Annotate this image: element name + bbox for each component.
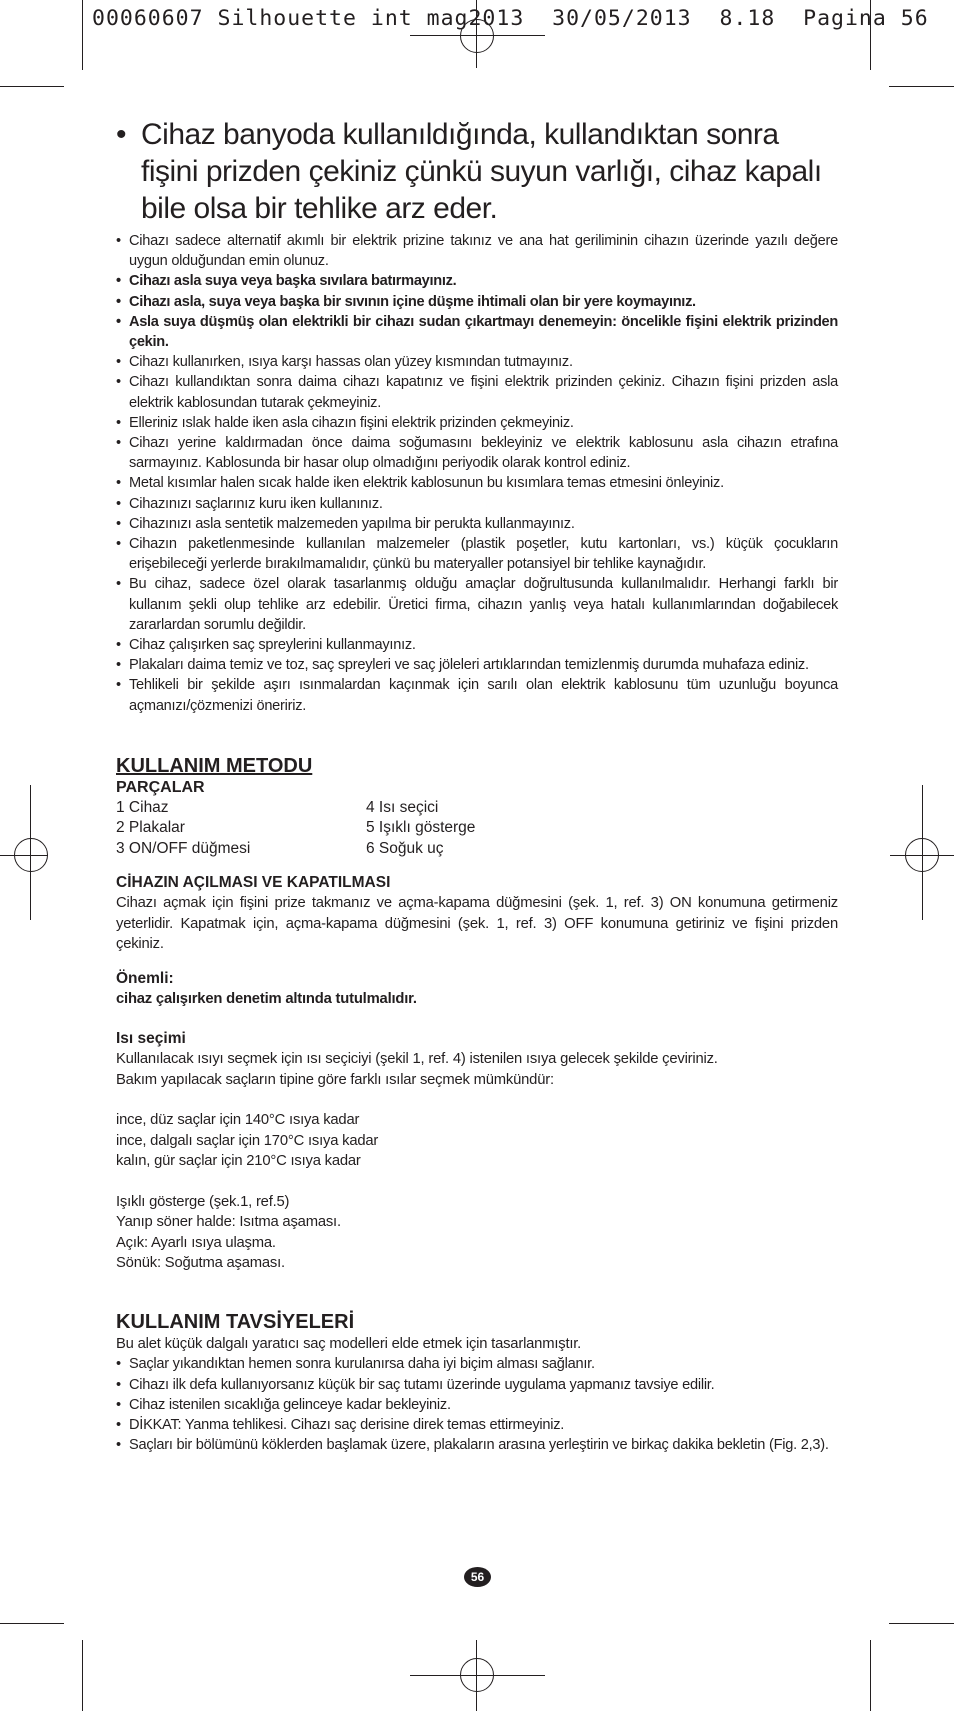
parts-title: PARÇALAR xyxy=(116,778,205,796)
list-item: • Bu cihaz, sadece özel olarak tasarlanmış olduğu amaçlar doğrultusunda kullanılmalıdır. Herhangi farklı bir kullanım şekli olup tehlike arz edebilir. Üretici firma, cihazın yanlış veya hatalı kullanımlarından doğabilecek zararlardan sorumlu değildir. xyxy=(116,574,838,635)
temp-line: kalın, gür saçlar için 210°C ısıya kadar xyxy=(116,1153,361,1170)
onoff-title: CİHAZIN AÇILMASI VE KAPATILMASI xyxy=(116,874,391,892)
safety-list xyxy=(116,231,838,716)
heat-line: Bakım yapılacak saçların tipine göre farklı ısılar seçmek mümkündür: xyxy=(116,1071,554,1088)
important-text: cihaz çalışırken denetim altında tutulmalıdır. xyxy=(116,990,417,1007)
list-item: • Cihazı ilk defa kullanıyorsanız küçük bir saç tutamı üzerinde uygulama yapmanız tavsiye edilir. xyxy=(116,1375,838,1395)
list-item: • Plakaları daima temiz ve toz, saç spreyleri ve saç jöleleri artıklarından temizlenmiş durumda muhafaza ediniz. xyxy=(116,655,838,675)
list-item: • Cihazı yerine kaldırmadan önce daima soğumasını bekleyiniz ve elektrik kablosunu asla cihazın etrafına sarmayınız. Kablosunda bir hasar olup olmadığını periyodik olarak kontrol ediniz. xyxy=(116,433,838,473)
lead-warning xyxy=(116,116,838,227)
indicator-line: Işıklı gösterge (şek.1, ref.5) xyxy=(116,1193,290,1210)
important-title: Önemli: xyxy=(116,969,174,987)
list-item: • Cihazı kullanırken, ısıya karşı hassas olan yüzey kısmından tutmayınız. xyxy=(116,352,838,372)
list-item: • Cihazı asla, suya veya başka bir sıvının içine düşme ihtimali olan bir yere koymayınız. xyxy=(116,292,838,312)
heat-title: Isı seçimi xyxy=(116,1030,186,1048)
parts-item: 3 ON/OFF düğmesi xyxy=(116,839,251,857)
onoff-text: Cihazı açmak için fişini prize takmanız ve açma-kapama düğmesini (şek. 1, ref. 3) ON konumuna getirmeniz yeterlidir. Kapatmak için, açma-kapama düğmesini (şek. 1, ref. 3) OFF konumuna getiriniz ve fişini prizden çekiniz. xyxy=(116,895,838,953)
parts-item: 6 Soğuk uç xyxy=(366,839,444,857)
indicator-line: Yanıp söner halde: Isıtma aşaması. xyxy=(116,1214,341,1231)
usage-section-title: KULLANIM METODU xyxy=(116,754,313,777)
temp-line: ince, düz saçlar için 140°C ısıya kadar xyxy=(116,1112,360,1129)
list-item: • Tehlikeli bir şekilde aşırı ısınmalardan kaçınmak için sarılı olan elektrik kablosunu tüm uzunluğu boyunca açmanızı/çözmenizi öneririz. xyxy=(116,675,838,715)
parts-item: 2 Plakalar xyxy=(116,819,185,837)
list-item: • Cihazın paketlenmesinde kullanılan malzemeler (plastik poşetler, kutu kartonları, vs.) küçük çocukların erişebileceği yerlerde bırakılmamalıdır, çünkü bu materyaller potansiyel bir tehlike kaynağıdır. xyxy=(116,534,838,574)
list-item: • Metal kısımlar halen sıcak halde iken elektrik kablosunun bu kısımlara temas etmesini önleyiniz. xyxy=(116,473,838,493)
lead-bullet: • xyxy=(116,118,127,151)
heat-line: Kullanılacak ısıyı seçmek için ısı seçiciyi (şekil 1, ref. 4) istenilen ısıya gelecek şekilde çeviriniz. xyxy=(116,1051,718,1068)
lead-warning-text: Cihaz banyoda kullanıldığında, kullandıktan sonra fişini prizden çekiniz çünkü suyun varlığı, cihaz kapalı bile olsa bir tehlike arz eder. xyxy=(141,118,822,225)
parts-item: 1 Cihaz xyxy=(116,798,169,816)
list-item: • Saçlar yıkandıktan hemen sonra kurulanırsa daha iyi biçim alması sağlanır. xyxy=(116,1354,838,1374)
list-item: • Cihazınızı asla sentetik malzemeden yapılma bir perukta kullanmayınız. xyxy=(116,514,838,534)
list-item: • Cihazı sadece alternatif akımlı bir elektrik prizine takınız ve ana hat geriliminin cihazın üzerinde yazılı değere uygun olduğundan emin olunuz. xyxy=(116,231,838,271)
indicator-line: Açık: Ayarlı ısıya ulaşma. xyxy=(116,1234,276,1251)
list-item: • DİKKAT: Yanma tehlikesi. Cihazı saç derisine direk temas ettirmeyiniz. xyxy=(116,1415,838,1435)
parts-item: 4 Isı seçici xyxy=(366,798,439,816)
page-content xyxy=(116,116,838,1455)
list-item: • Cihazı asla suya veya başka sıvılara batırmayınız. xyxy=(116,271,838,291)
temp-line: ince, dalgalı saçlar için 170°C ısıya kadar xyxy=(116,1132,379,1149)
parts-item: 5 Işıklı gösterge xyxy=(366,819,476,837)
page-number: 56 xyxy=(464,1567,491,1587)
list-item: • Cihazı kullandıktan sonra daima cihazı kapatınız ve fişini elektrik prizinden çekiniz. Cihazın fişini prizden asla elektrik kablosundan tutarak çekmeyiniz. xyxy=(116,372,838,412)
tips-list xyxy=(116,1354,838,1455)
list-item: • Saçları bir bölümünü köklerden başlamak üzere, plakaların arasına yerleştirin ve birkaç dakika bekletin (Fig. 2,3). xyxy=(116,1435,838,1455)
list-item: • Cihaz çalışırken saç spreylerini kullanmayınız. xyxy=(116,635,838,655)
list-item: • Asla suya düşmüş olan elektrikli bir cihazı sudan çıkartmayı denemeyin: öncelikle fişini elektrik prizinden çekin. xyxy=(116,312,838,352)
list-item: • Cihaz istenilen sıcaklığa gelinceye kadar bekleyiniz. xyxy=(116,1395,838,1415)
parts-list xyxy=(116,798,838,860)
indicator-line: Sönük: Soğutma aşaması. xyxy=(116,1255,285,1272)
list-item: • Elleriniz ıslak halde iken asla cihazın fişini elektrik prizinden çekmeyiniz. xyxy=(116,413,838,433)
print-slug: 00060607 Silhouette int mag2013 30/05/2013 8.18 Pagina 56 xyxy=(92,6,929,31)
list-item: • Cihazınızı saçlarınız kuru iken kullanınız. xyxy=(116,494,838,514)
tips-section-title: KULLANIM TAVSİYELERİ xyxy=(116,1310,355,1333)
tips-intro: Bu alet küçük dalgalı yaratıcı saç modelleri elde etmek için tasarlanmıştır. xyxy=(116,1335,582,1352)
